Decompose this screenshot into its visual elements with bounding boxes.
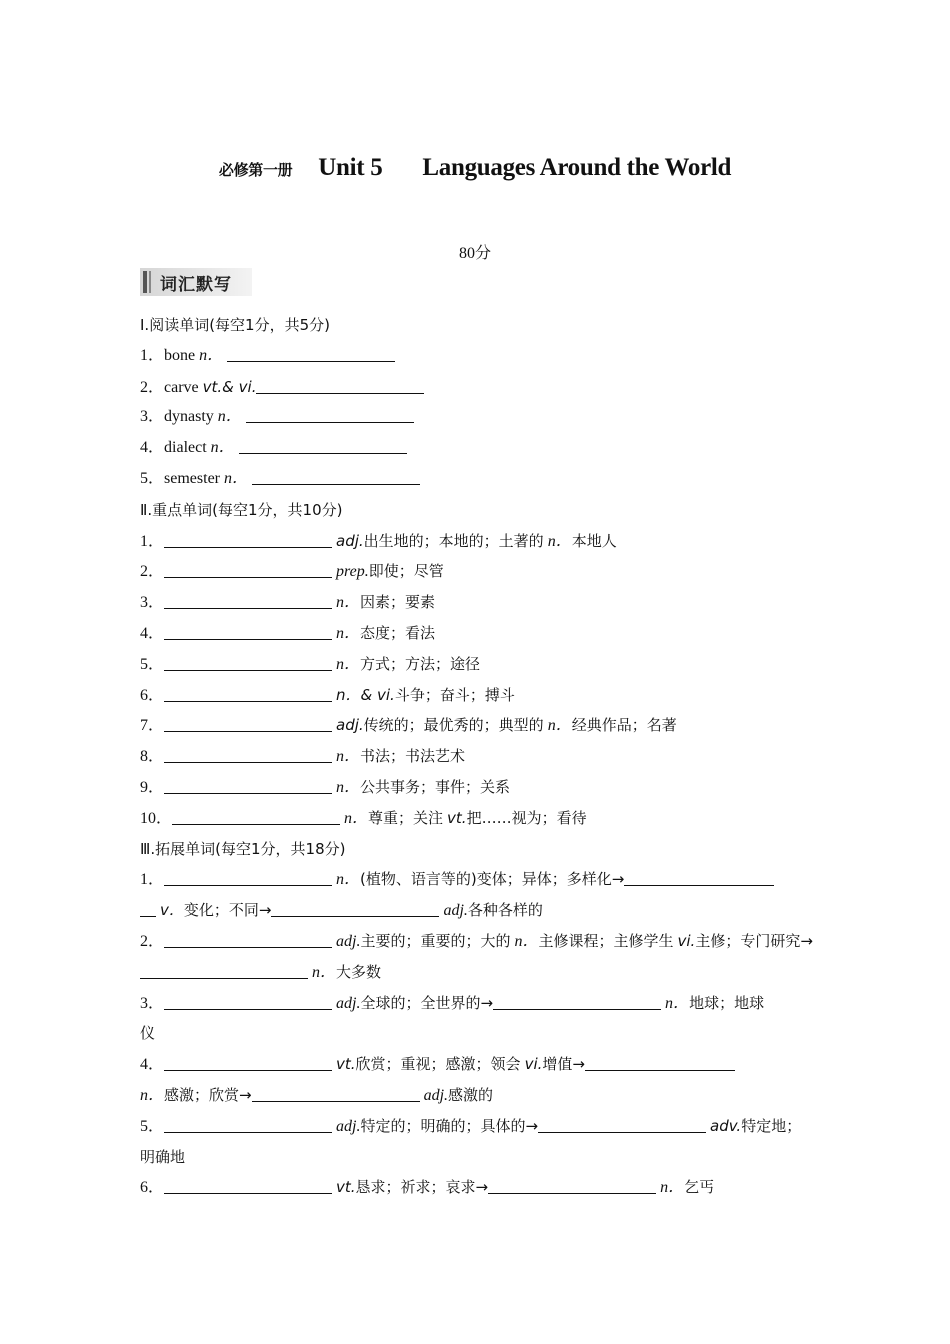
part2-items-8-num: 9． (140, 778, 165, 796)
part3-items-1-c_meaning: 主修；专门研究→ (695, 931, 813, 950)
list-item-continuation-spacer (140, 1018, 810, 1049)
answer-blank[interactable] (164, 559, 332, 578)
list-item (140, 926, 813, 957)
answer-blank[interactable] (164, 867, 332, 886)
part3-items-4-b_pos: adv. (710, 1116, 742, 1135)
answer-blank[interactable] (227, 343, 395, 362)
list-item (140, 464, 810, 495)
part2-items-9-meaning: 尊重；关注 (368, 808, 444, 827)
part1-items-1-word: carve (164, 378, 199, 396)
part2-items-6-meaning: 传统的；最优秀的；典型的 (363, 716, 544, 735)
answer-blank[interactable] (538, 1114, 706, 1133)
part2-items-3-pos: n． (336, 624, 361, 642)
part1-items-3-pos: n． (210, 439, 235, 457)
list-item (140, 433, 810, 464)
list-item (140, 1049, 810, 1080)
part3-items-2-num: 3． (140, 994, 165, 1012)
banner-bar-decoration-thin (149, 271, 151, 293)
part1-items-2-num: 3． (140, 408, 165, 426)
list-item (140, 803, 810, 834)
answer-blank[interactable] (164, 744, 332, 763)
part1-items-2-pos: n． (217, 408, 242, 426)
part2-items-0-meaning2: 本地人 (571, 531, 617, 550)
answer-blank[interactable] (164, 621, 332, 640)
part3-items-3-d_meaning: 感激的 (448, 1085, 494, 1104)
answer-blank[interactable] (252, 1083, 420, 1102)
part3-items-2-a_pos: adj. (336, 994, 361, 1012)
part3-heading (140, 834, 810, 865)
part2-items-9-meaning2: 把……视为；看待 (466, 808, 587, 827)
part2-items-7-num: 8． (140, 748, 165, 766)
list-item (140, 618, 810, 649)
part2-items-4-meaning: 方式；方法；途径 (360, 654, 481, 673)
part3-items-3-b_meaning: 增值→ (542, 1055, 585, 1074)
list-item (140, 1111, 810, 1142)
part2-items-4-num: 5． (140, 655, 165, 673)
title-book: 必修第一册 (218, 161, 293, 179)
answer-blank[interactable] (164, 529, 332, 548)
part3-items-5-a_pos: vt. (336, 1178, 356, 1197)
list-item (140, 649, 810, 680)
part3-items-0-a_pos: n． (336, 871, 361, 889)
part2-items-3-meaning: 态度；看法 (360, 623, 436, 642)
part3-items-4-b_meaning: 特定地； (741, 1116, 802, 1135)
part1-items-0-word: bone (164, 346, 196, 364)
part2-items-6-pos2: n． (547, 717, 572, 735)
banner-bar-decoration (143, 271, 147, 293)
answer-blank[interactable] (488, 1175, 656, 1194)
part2-items-0-pos: adj. (336, 531, 364, 550)
part2-items-9-num: 10． (140, 809, 173, 827)
list-item (140, 556, 810, 587)
part2-items-0-pos2: n． (547, 532, 572, 550)
answer-blank[interactable] (585, 1052, 735, 1071)
part3-heading: Ⅲ.拓展单词 (140, 839, 216, 858)
list-item-continuation (140, 895, 810, 926)
answer-blank[interactable] (164, 929, 332, 948)
part2-items-2-num: 3． (140, 594, 165, 612)
part2-items-6-pos: adj. (336, 716, 364, 735)
part2-heading: Ⅱ.重点单词 (140, 500, 213, 519)
part3-items-1-a_pos: adj. (336, 932, 361, 950)
list-item-continuation-spacer (140, 1142, 810, 1173)
list-item (140, 741, 810, 772)
list-item (140, 526, 810, 557)
part2-items-8-meaning: 公共事务；事件；关系 (360, 777, 511, 796)
answer-blank[interactable] (164, 683, 332, 702)
answer-blank[interactable] (239, 435, 407, 454)
part3-items-3-c_meaning: 感激；欣赏→ (164, 1085, 252, 1104)
answer-blank[interactable] (256, 375, 424, 394)
answer-blank[interactable] (164, 775, 332, 794)
part3-items-0-b_pos: v． (160, 901, 184, 920)
part2-items-9-pos2: vt. (447, 808, 467, 827)
part1-items-2-word: dynasty (164, 408, 214, 426)
part3-heading_note: (每空1分，共18分) (215, 839, 346, 858)
answer-blank[interactable] (271, 898, 439, 917)
part3-items-1-c_pos: vi. (677, 931, 696, 950)
part2-items-1-pos: prep. (336, 563, 369, 581)
wrapped-text: 仪 (140, 1024, 156, 1043)
part1-heading (140, 310, 810, 341)
part1-items-0-num: 1． (140, 346, 165, 364)
part1-heading_note: (每空1分，共5分) (209, 316, 330, 334)
answer-blank[interactable] (246, 404, 414, 423)
part1-items-3-num: 4． (140, 439, 165, 457)
wrapped-text: 明确地 (140, 1147, 186, 1166)
part3-items-5-num: 6． (140, 1179, 165, 1197)
part2-items-6-meaning2: 经典作品；名著 (571, 716, 677, 735)
part2-items-6-num: 7． (140, 717, 165, 735)
part2-items-1-num: 2． (140, 563, 165, 581)
part1-items-1-pos: vt.& vi. (202, 377, 257, 396)
part3-items-1-a_meaning: 主要的；重要的；大的 (360, 931, 511, 950)
part3-items-3-b_pos: vi. (524, 1055, 543, 1074)
part3-items-3-d_pos: adj. (423, 1086, 449, 1104)
answer-blank[interactable] (140, 898, 156, 917)
list-item (140, 680, 810, 711)
part2-items-7-pos: n． (336, 748, 361, 766)
list-item-continuation (140, 1080, 810, 1111)
list-item (140, 1172, 810, 1203)
list-item (140, 587, 810, 618)
part3-items-4-a_pos: adj. (336, 1117, 361, 1135)
answer-blank[interactable] (252, 466, 420, 485)
part3-items-1-b_pos: n． (514, 932, 539, 950)
exercise-content (140, 310, 813, 1203)
part3-items-1-b_meaning: 主修课程；主修学生 (538, 931, 674, 950)
answer-blank[interactable] (164, 652, 332, 671)
answer-blank[interactable] (493, 991, 661, 1010)
part1-items-3-word: dialect (164, 439, 207, 457)
part1-items-0-pos: n． (199, 346, 224, 364)
part3-items-5-b_meaning: 乞丐 (684, 1178, 715, 1197)
part3-items-0-num: 1． (140, 871, 165, 889)
part2-items-7-meaning: 书法；书法艺术 (360, 747, 466, 766)
part3-items-5-a_meaning: 恳求；祈求；哀求→ (355, 1178, 489, 1197)
part3-items-2-a_meaning: 全球的；全世界的→ (360, 993, 494, 1012)
part2-items-5-num: 6． (140, 686, 165, 704)
total-score: 80分 (458, 245, 491, 262)
answer-blank[interactable] (164, 991, 332, 1010)
section-banner-label: 词汇默写 (160, 275, 232, 295)
list-item (140, 341, 810, 372)
part3-items-5-b_pos: n． (660, 1179, 685, 1197)
answer-blank[interactable] (164, 713, 332, 732)
part3-items-3-a_pos: vt. (336, 1055, 356, 1074)
section-banner (140, 268, 252, 296)
list-item (140, 988, 810, 1019)
answer-blank[interactable] (164, 1175, 332, 1194)
part3-items-1-num: 2． (140, 932, 165, 950)
part3-items-4-a_meaning: 特定的；明确的；具体的→ (360, 1116, 539, 1135)
part2-items-5-meaning: 斗争；奋斗；搏斗 (394, 685, 515, 704)
answer-blank[interactable] (624, 867, 774, 886)
list-item (140, 372, 810, 403)
title-unit-name: Languages Around the World (422, 154, 732, 181)
part1-items-4-num: 5． (140, 469, 165, 487)
part3-items-2-b_meaning: 地球；地球 (689, 993, 765, 1012)
answer-blank[interactable] (172, 806, 340, 825)
part3-items-4-num: 5． (140, 1117, 165, 1135)
answer-blank[interactable] (164, 1114, 332, 1133)
part3-items-3-num: 4． (140, 1056, 165, 1074)
answer-blank[interactable] (164, 1052, 332, 1071)
list-item (140, 864, 810, 895)
list-item (140, 402, 810, 433)
part2-items-1-meaning: 即使；尽管 (368, 562, 444, 581)
part3-items-3-c_pos: n． (140, 1086, 165, 1104)
part2-items-0-num: 1． (140, 532, 165, 550)
part2-items-2-meaning: 因素；要素 (360, 593, 436, 612)
part1-items-4-pos: n． (224, 469, 249, 487)
part2-heading (140, 495, 810, 526)
part3-items-1-d_pos: n． (312, 963, 337, 981)
part2-items-5-pos: n．& vi. (336, 685, 395, 704)
part3-items-2-b_pos: n． (665, 994, 690, 1012)
part2-items-3-num: 4． (140, 624, 165, 642)
answer-blank[interactable] (164, 590, 332, 609)
part1-items-4-word: semester (164, 469, 220, 487)
part2-items-2-pos: n． (336, 594, 361, 612)
part2-items-0-meaning: 出生地的；本地的；土著的 (363, 531, 544, 550)
part2-items-9-pos: n． (344, 809, 369, 827)
part1-heading: Ⅰ.阅读单词 (140, 316, 210, 334)
part3-items-0-b_meaning: 变化；不同→ (183, 901, 272, 920)
part2-heading_note: (每空1分，共10分) (212, 500, 343, 519)
title-unit: Unit 5 (318, 154, 383, 181)
part3-items-0-c_pos: adj. (443, 902, 468, 920)
page-title (0, 154, 950, 182)
part1-items-1-num: 2． (140, 378, 165, 396)
list-item (140, 772, 810, 803)
part3-items-3-a_meaning: 欣赏；重视；感激；领会 (355, 1055, 521, 1074)
part3-items-1-d_meaning: 大多数 (336, 962, 382, 981)
list-item-continuation (140, 957, 810, 988)
part2-items-4-pos: n． (336, 655, 361, 673)
part3-items-0-c_meaning: 各种各样的 (467, 901, 543, 920)
part3-items-0-a_meaning: (植物、语言等的)变体；异体；多样化→ (360, 870, 625, 889)
part2-items-8-pos: n． (336, 778, 361, 796)
answer-blank[interactable] (140, 960, 308, 979)
list-item (140, 710, 810, 741)
